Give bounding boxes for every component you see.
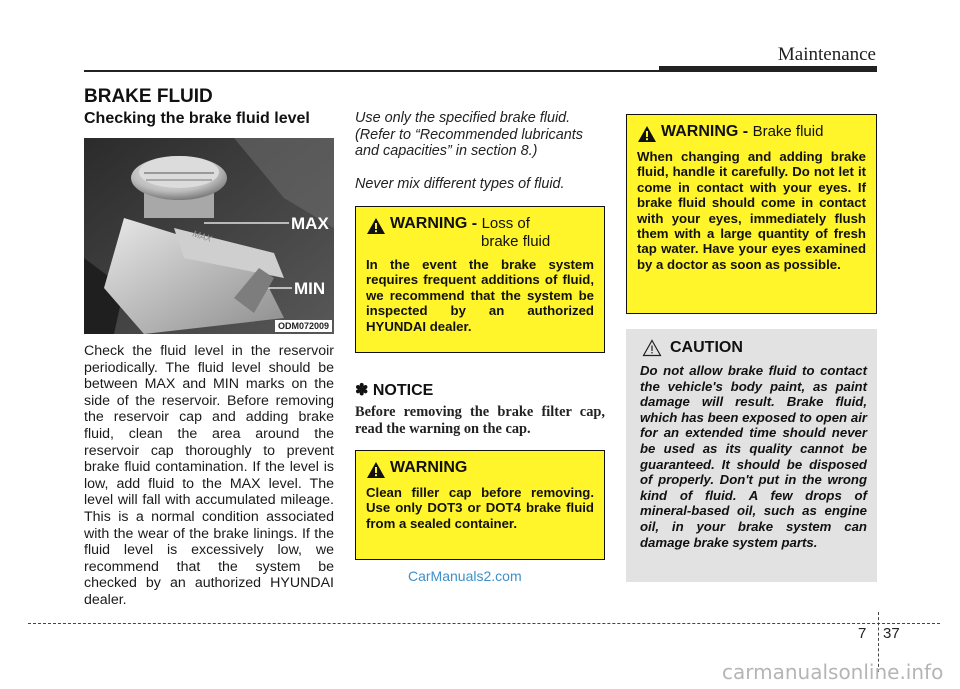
footer-site-link[interactable]: carmanualsonline.info: [722, 660, 944, 684]
warning-cap-body: Clean filler cap before removing. Use only DOT3 or DOT4 brake fluid from a sealed container.: [366, 485, 594, 531]
warning-icon: [637, 125, 657, 143]
max-label: MAX: [291, 214, 329, 233]
caution-body: Do not allow brake fluid to contact the vehicle's body paint, as paint damage will result. Brake fluid, which has been exposed to open air for an extended time should never be used as its quality cannot be guaranteed. It should be disposed of properly. Don't put in the wrong kind of fluid. A few drops of mineral-based oil, such as engine oil, in your brake system can damage brake system parts.: [640, 363, 867, 550]
header-rule: [84, 70, 659, 72]
warning-label: WARNING -: [661, 123, 749, 140]
warning-label: WARNING -: [390, 215, 478, 232]
caution-title: CAUTION: [670, 339, 743, 356]
page-number: 37: [883, 625, 900, 642]
no-mix-note: Never mix different types of fluid.: [355, 175, 565, 192]
brake-reservoir-photo: [84, 138, 334, 334]
reservoir-illustration: [84, 138, 334, 334]
warning-subject-line2: brake fluid: [481, 233, 551, 250]
footer-rule: [28, 623, 940, 624]
warning-filler-cap-box: [355, 450, 605, 560]
warning-brake-fluid-box: [626, 114, 877, 314]
body-paragraph: Check the fluid level in the reservoir periodically. The fluid level should be between MAX and MIN marks on the side of the reservoir. Before removing the reservoir cap and adding brake fluid, clean the area around the reservoir cap thoroughly to prevent brake fluid contamination. If the level is low, add fluid to the MAX level. The level will fall with accumulated mileage. This is a normal condition associated with the wear of the brake linings. If the fluid level is excessively low, we recommend that the system be checked by an authorized HYUNDAI dealer.: [84, 343, 334, 608]
watermark-link[interactable]: CarManuals2.com: [408, 568, 522, 584]
caution-box: [626, 329, 877, 582]
warning-subject: Brake fluid: [752, 123, 824, 140]
column-middle: [355, 110, 605, 192]
warning-fluid-body: When changing and adding brake fluid, handle it carefully. Do not let it come in contact with your eyes. If brake fluid should come in contact with your eyes, immediately flush them with a large quantity of fresh tap water. Have your eyes examined by a doctor as soon as possible.: [637, 149, 866, 272]
column-left: [84, 110, 334, 609]
warning-subject-line1: Loss of: [481, 215, 530, 232]
warning-cap-title: WARNING: [390, 459, 468, 476]
header-rule-accent: [659, 66, 877, 72]
warning-icon: [366, 217, 386, 235]
notice-star-icon: ✽: [355, 382, 369, 399]
page-chapter: 7: [858, 625, 867, 642]
warning-loss-title: [390, 215, 550, 251]
caution-icon: [642, 339, 662, 357]
reservoir-embossed-max: MAX: [191, 228, 214, 244]
notice-heading: [355, 380, 433, 400]
header-section-title: Maintenance: [777, 44, 876, 65]
fluid-spec-note: Use only the specified brake fluid. (Refer to “Recommended lubricants and capacities” in section 8.): [355, 110, 583, 160]
subheading: Checking the brake fluid level: [84, 110, 310, 127]
photo-code: ODM072009: [275, 320, 332, 332]
warning-loss-body: In the event the brake system requires frequent additions of fluid, we recommend that the system be inspected by an authorized HYUNDAI dealer.: [366, 257, 594, 334]
section-title: BRAKE FLUID: [84, 86, 213, 107]
warning-icon: [366, 461, 386, 479]
notice-body: Before removing the brake filter cap, read the warning on the cap.: [355, 404, 605, 437]
warning-loss-of-fluid-box: [355, 206, 605, 353]
min-label: MIN: [294, 279, 326, 298]
notice-label: NOTICE: [372, 382, 434, 399]
warning-fluid-title: [661, 123, 823, 141]
